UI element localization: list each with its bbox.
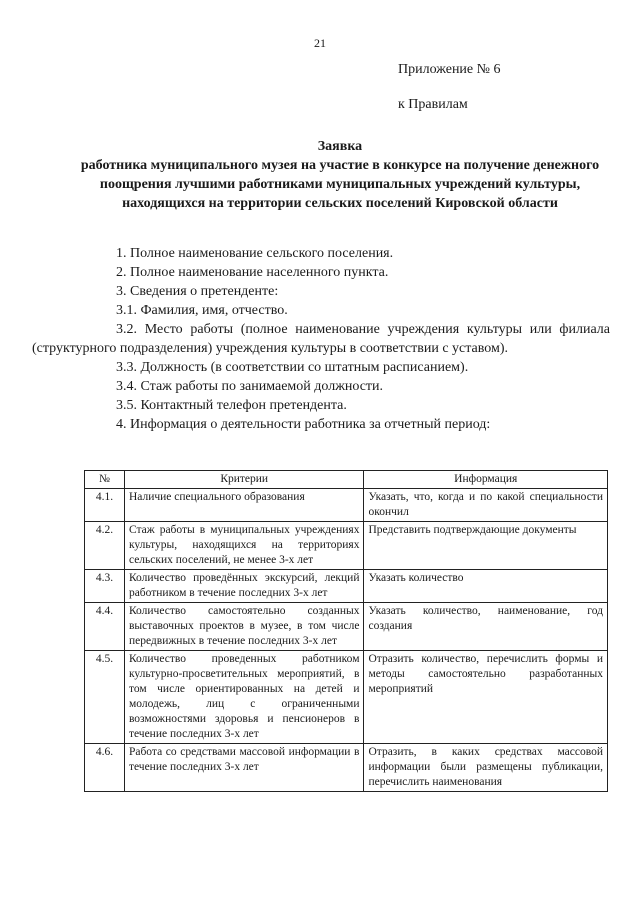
document-title bbox=[60, 137, 620, 213]
row-criteria: Стаж работы в муниципальных учреждениях культуры, находящихся на территориях сельских поселений, не менее 3-х лет bbox=[124, 522, 364, 570]
row-number: 4.6. bbox=[85, 744, 125, 792]
list-item: 3. Сведения о претенденте: bbox=[116, 284, 279, 299]
row-criteria: Количество проведённых экскурсий, лекций работником в течение последних 3-х лет bbox=[124, 570, 364, 603]
header-number: № bbox=[85, 471, 125, 489]
row-info: Представить подтверждающие документы bbox=[364, 522, 608, 570]
table-header-row bbox=[85, 471, 608, 489]
row-info: Указать, что, когда и по какой специальности окончил bbox=[364, 489, 608, 522]
row-info: Указать количество bbox=[364, 570, 608, 603]
appendix-label: Приложение № 6 bbox=[398, 62, 501, 77]
activity-table bbox=[84, 470, 608, 792]
list-item: 3.1. Фамилия, имя, отчество. bbox=[116, 303, 288, 318]
row-number: 4.4. bbox=[85, 603, 125, 651]
row-criteria: Наличие специального образования bbox=[124, 489, 364, 522]
table-row bbox=[85, 522, 608, 570]
list-item: 1. Полное наименование сельского поселения. bbox=[116, 246, 394, 261]
application-items bbox=[32, 244, 610, 434]
table-row bbox=[85, 489, 608, 522]
header-info: Информация bbox=[364, 471, 608, 489]
table-row bbox=[85, 603, 608, 651]
row-criteria: Работа со средствами массовой информации в течение последних 3-х лет bbox=[124, 744, 364, 792]
table-row bbox=[85, 744, 608, 792]
row-number: 4.5. bbox=[85, 651, 125, 744]
row-info: Указать количество, наименование, год создания bbox=[364, 603, 608, 651]
page-number: 21 bbox=[314, 36, 326, 50]
table-row bbox=[85, 570, 608, 603]
row-number: 4.1. bbox=[85, 489, 125, 522]
row-number: 4.3. bbox=[85, 570, 125, 603]
header-criteria: Критерии bbox=[124, 471, 364, 489]
row-number: 4.2. bbox=[85, 522, 125, 570]
row-info: Отразить количество, перечислить формы и методы самостоятельно разработанных мероприятий bbox=[364, 651, 608, 744]
list-item: 3.2. Место работы (полное наименование учреждения культуры или филиала (структурного подразделения) учреждения культуры в соответствии с уставом). bbox=[32, 322, 610, 356]
row-info: Отразить, в каких средствах массовой информации были размещены публикации, перечислить наименования bbox=[364, 744, 608, 792]
list-item: 3.3. Должность (в соответствии со штатным расписанием). bbox=[116, 360, 469, 375]
title-subtitle: работника муниципального музея на участие в конкурсе на получение денежного поощрения лучшими работниками муниципальных учреждений культуры, находящихся на территории сельских поселений Кировской области bbox=[80, 158, 600, 211]
title-heading: Заявка bbox=[317, 139, 363, 154]
table-row bbox=[85, 651, 608, 744]
list-item: 4. Информация о деятельности работника за отчетный период: bbox=[116, 417, 491, 432]
list-item: 3.4. Стаж работы по занимаемой должности. bbox=[116, 379, 384, 394]
list-item: 3.5. Контактный телефон претендента. bbox=[116, 398, 347, 413]
list-item: 2. Полное наименование населенного пункта. bbox=[116, 265, 389, 280]
row-criteria: Количество самостоятельно созданных выставочных проектов в музее, в том числе передвижных в течение последних 3-х лет bbox=[124, 603, 364, 651]
row-criteria: Количество проведенных работником культурно-просветительных мероприятий, в том числе ориентированных на детей и молодежь, лиц с ограниченными возможностями здоровья и пенсионеров в течение последних 3-х лет bbox=[124, 651, 364, 744]
appendix-to-label: к Правилам bbox=[398, 97, 468, 112]
